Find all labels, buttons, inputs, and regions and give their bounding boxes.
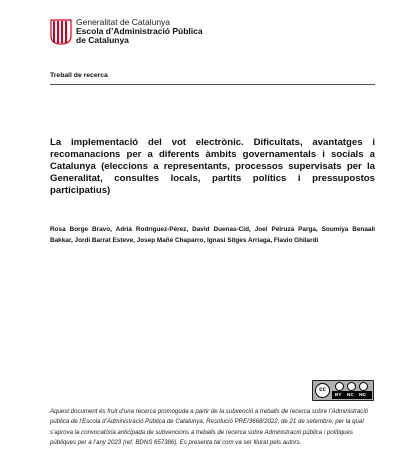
generalitat-senyera-icon <box>50 19 72 45</box>
cc-logo-mark: cc <box>315 383 330 398</box>
nd-equals-icon <box>359 382 368 391</box>
by-person-icon <box>335 382 344 391</box>
authors-list: Rosa Borge Bravo, Adrià Rodríguez-Pérez, David Duenas-Cid, Joel Peiruza Parga, Soumiya Benaali Bakkar, Jordi Barrat Esteve, Josep Mañé Chaparro, Ignasi Sitges Arriaga, Flavio Ghilardi <box>50 226 375 244</box>
logo-text <box>76 18 203 45</box>
header-divider <box>50 84 375 85</box>
logo-line-3: de Catalunya <box>76 35 129 45</box>
funding-notice: Aquest document és fruit d’una recerca promoguda a partir de la subvenció a treballs de recerca sobre l’Administració pública de l’Escola d’Administració Pública de Catalunya, Resolució PRE/3668/2022, de 21 de setembre, per la qual s’aprova la convocatòria anticipada de subvencions a treballs de recerca sobre Administració pública i polítiques públiques per a l’any 2023 (ref. BDNS 657386). Es presenta tal com va ser lliurat pels autors. <box>50 408 369 447</box>
nc-dollar-icon <box>347 382 356 391</box>
document-type: Treball de recerca <box>50 72 108 79</box>
cc-by-label: BY <box>335 391 342 397</box>
cc-nc-label: NC <box>347 391 354 397</box>
cc-nd-label: ND <box>359 391 366 397</box>
logo-line-1: Generalitat de Catalunya <box>76 17 171 27</box>
header-logo <box>50 18 203 45</box>
cc-by-nc-nd-icon <box>312 380 374 401</box>
logo-line-2: Escola d’Administració Pública <box>76 26 203 36</box>
document-title: La implementació del vot electrònic. Dificultats, avantatges i recomanacions per a diferents àmbits governamentals i socials a Catalunya (eleccions a representants, processos supervisats per la Generalitat, consultes locals, partits polítics i pressupostos participatius) <box>50 137 375 196</box>
